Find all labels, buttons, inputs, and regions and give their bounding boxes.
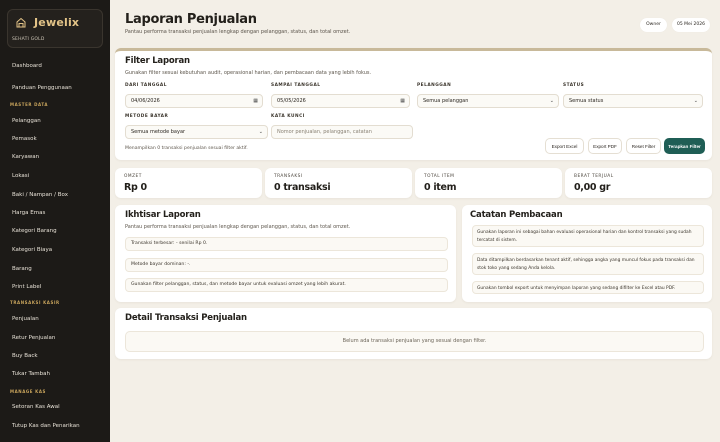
sidebar-item-baki[interactable]: Baki / Nampan / Box <box>12 192 68 198</box>
filter-result-note: Menampilkan 0 transaksi penjualan sesuai filter aktif. <box>125 146 248 151</box>
sidebar-item-tukar-tambah[interactable]: Tukar Tambah <box>12 371 51 377</box>
stat-omzet <box>115 168 262 198</box>
export-excel-button[interactable]: Export Excel <box>545 138 584 154</box>
empty-state: Belum ada transaksi penjualan yang sesuai dengan filter. <box>125 331 704 352</box>
chevron-down-icon: ⌄ <box>258 129 263 135</box>
sidebar-item-print-label[interactable]: Print Label <box>12 284 42 290</box>
status-select[interactable] <box>563 94 703 108</box>
detail-title: Detail Transaksi Penjualan <box>125 313 247 323</box>
brand-block[interactable] <box>7 9 103 48</box>
sidebar-item-harga-emas[interactable]: Harga Emas <box>12 210 46 216</box>
brand-subtitle: SEHATI GOLD <box>12 37 45 42</box>
sidebar-section-kas: MANAGE KAS <box>10 389 47 394</box>
sidebar-item-tutup-kas[interactable]: Tutup Kas dan Penarikan <box>12 423 80 429</box>
sidebar-item-karyawan[interactable]: Karyawan <box>12 154 40 160</box>
stat-value: Rp 0 <box>124 182 147 193</box>
sidebar-section-master: MASTER DATA <box>10 102 49 107</box>
sidebar-item-panduan[interactable]: Panduan Penggunaan <box>12 85 72 91</box>
note-item: Gunakan tombol export untuk menyimpan laporan yang sedang difilter ke Excel atau PDF. <box>472 281 704 294</box>
customer-select[interactable] <box>417 94 559 108</box>
status-value: Semua status <box>569 98 604 104</box>
chevron-down-icon: ⌄ <box>693 98 698 104</box>
current-date-badge: 05 Mei 2026 <box>672 18 710 32</box>
sidebar-item-barang[interactable]: Barang <box>12 266 32 272</box>
calendar-icon[interactable]: ▦ <box>400 98 405 104</box>
overview-title: Ikhtisar Laporan <box>125 210 201 220</box>
filter-title: Filter Laporan <box>125 56 190 66</box>
stat-value: 0,00 gr <box>574 182 611 193</box>
stat-label: OMZET <box>124 174 142 179</box>
reset-filter-button[interactable]: Reset Filter <box>626 138 661 154</box>
to-date-label: SAMPAI TANGGAL <box>271 83 321 88</box>
note-item: Gunakan laporan ini sebagai bahan evaluasi operasional harian dan kontrol transaksi yang sudah tercatat di sistem. <box>472 225 704 247</box>
keyword-input[interactable] <box>271 125 413 139</box>
stat-total-item <box>415 168 562 198</box>
sidebar-item-buy-back[interactable]: Buy Back <box>12 353 38 359</box>
stat-value: 0 transaksi <box>274 182 331 193</box>
stat-label: BERAT TERJUAL <box>574 174 614 179</box>
notes-title: Catatan Pembacaan <box>470 210 563 220</box>
sidebar-item-setoran-kas[interactable]: Setoran Kas Awal <box>12 404 60 410</box>
sidebar-item-dashboard[interactable]: Dashboard <box>12 63 42 69</box>
brand-name: Jewelix <box>34 16 80 29</box>
payment-method-select[interactable] <box>125 125 268 139</box>
filter-subtitle: Gunakan filter sesuai kebutuhan audit, operasional harian, dan pembacaan data yang lebih fokus. <box>125 70 372 76</box>
stat-label: TRANSAKSI <box>274 174 303 179</box>
export-pdf-button[interactable]: Export PDF <box>588 138 622 154</box>
to-date-input[interactable] <box>271 94 410 108</box>
sidebar-item-pemasok[interactable]: Pemasok <box>12 136 37 142</box>
calendar-icon[interactable]: ▦ <box>253 98 258 104</box>
payment-method-value: Semua metode bayar <box>131 129 186 135</box>
customer-value: Semua pelanggan <box>423 98 469 104</box>
keyword-placeholder: Nomor penjualan, pelanggan, catatan <box>277 129 372 135</box>
sidebar-item-kategori-barang[interactable]: Kategori Barang <box>12 228 57 234</box>
stat-value: 0 item <box>424 182 457 193</box>
jewel-logo-icon <box>15 17 27 29</box>
from-date-value: 04/06/2026 <box>131 98 160 104</box>
note-item: Data ditampilkan berdasarkan tenant aktif, sehingga angka yang muncul fokus pada transaksi dan stok toko yang sedang Anda kelola. <box>472 253 704 275</box>
sidebar-item-pelanggan[interactable]: Pelanggan <box>12 118 41 124</box>
filter-card <box>115 48 712 160</box>
to-date-value: 05/05/2026 <box>277 98 306 104</box>
sidebar-section-kasir: TRANSAKSI KASIR <box>10 300 60 305</box>
chevron-down-icon: ⌄ <box>549 98 554 104</box>
stat-transaksi <box>265 168 412 198</box>
overview-row: Metode bayar dominan: -. <box>125 258 448 272</box>
stat-label: TOTAL ITEM <box>424 174 455 179</box>
overview-row: Gunakan filter pelanggan, status, dan metode bayar untuk evaluasi omzet yang lebih akurat. <box>125 278 448 292</box>
from-date-input[interactable] <box>125 94 263 108</box>
overview-subtitle: Pantau performa transaksi penjualan lengkap dengan pelanggan, status, dan total omzet. <box>125 224 351 230</box>
sidebar <box>0 0 110 442</box>
from-date-label: DARI TANGGAL <box>125 83 167 88</box>
user-role-badge[interactable]: Owner <box>640 18 667 32</box>
page-subtitle: Pantau performa transaksi penjualan lengkap dengan pelanggan, status, dan total omzet. <box>125 29 351 35</box>
payment-method-label: METODE BAYAR <box>125 114 169 119</box>
sidebar-item-lokasi[interactable]: Lokasi <box>12 173 30 179</box>
page-title: Laporan Penjualan <box>125 12 257 27</box>
apply-filter-button[interactable]: Terapkan Filter <box>664 138 705 154</box>
customer-label: PELANGGAN <box>417 83 452 88</box>
overview-row: Transaksi terbesar: - senilai Rp 0. <box>125 237 448 251</box>
sidebar-item-kategori-biaya[interactable]: Kategori Biaya <box>12 247 53 253</box>
sidebar-item-penjualan[interactable]: Penjualan <box>12 316 39 322</box>
status-label: STATUS <box>563 83 585 88</box>
stat-berat-terjual <box>565 168 712 198</box>
keyword-label: KATA KUNCI <box>271 114 305 119</box>
sidebar-item-retur-penjualan[interactable]: Retur Penjualan <box>12 335 56 341</box>
